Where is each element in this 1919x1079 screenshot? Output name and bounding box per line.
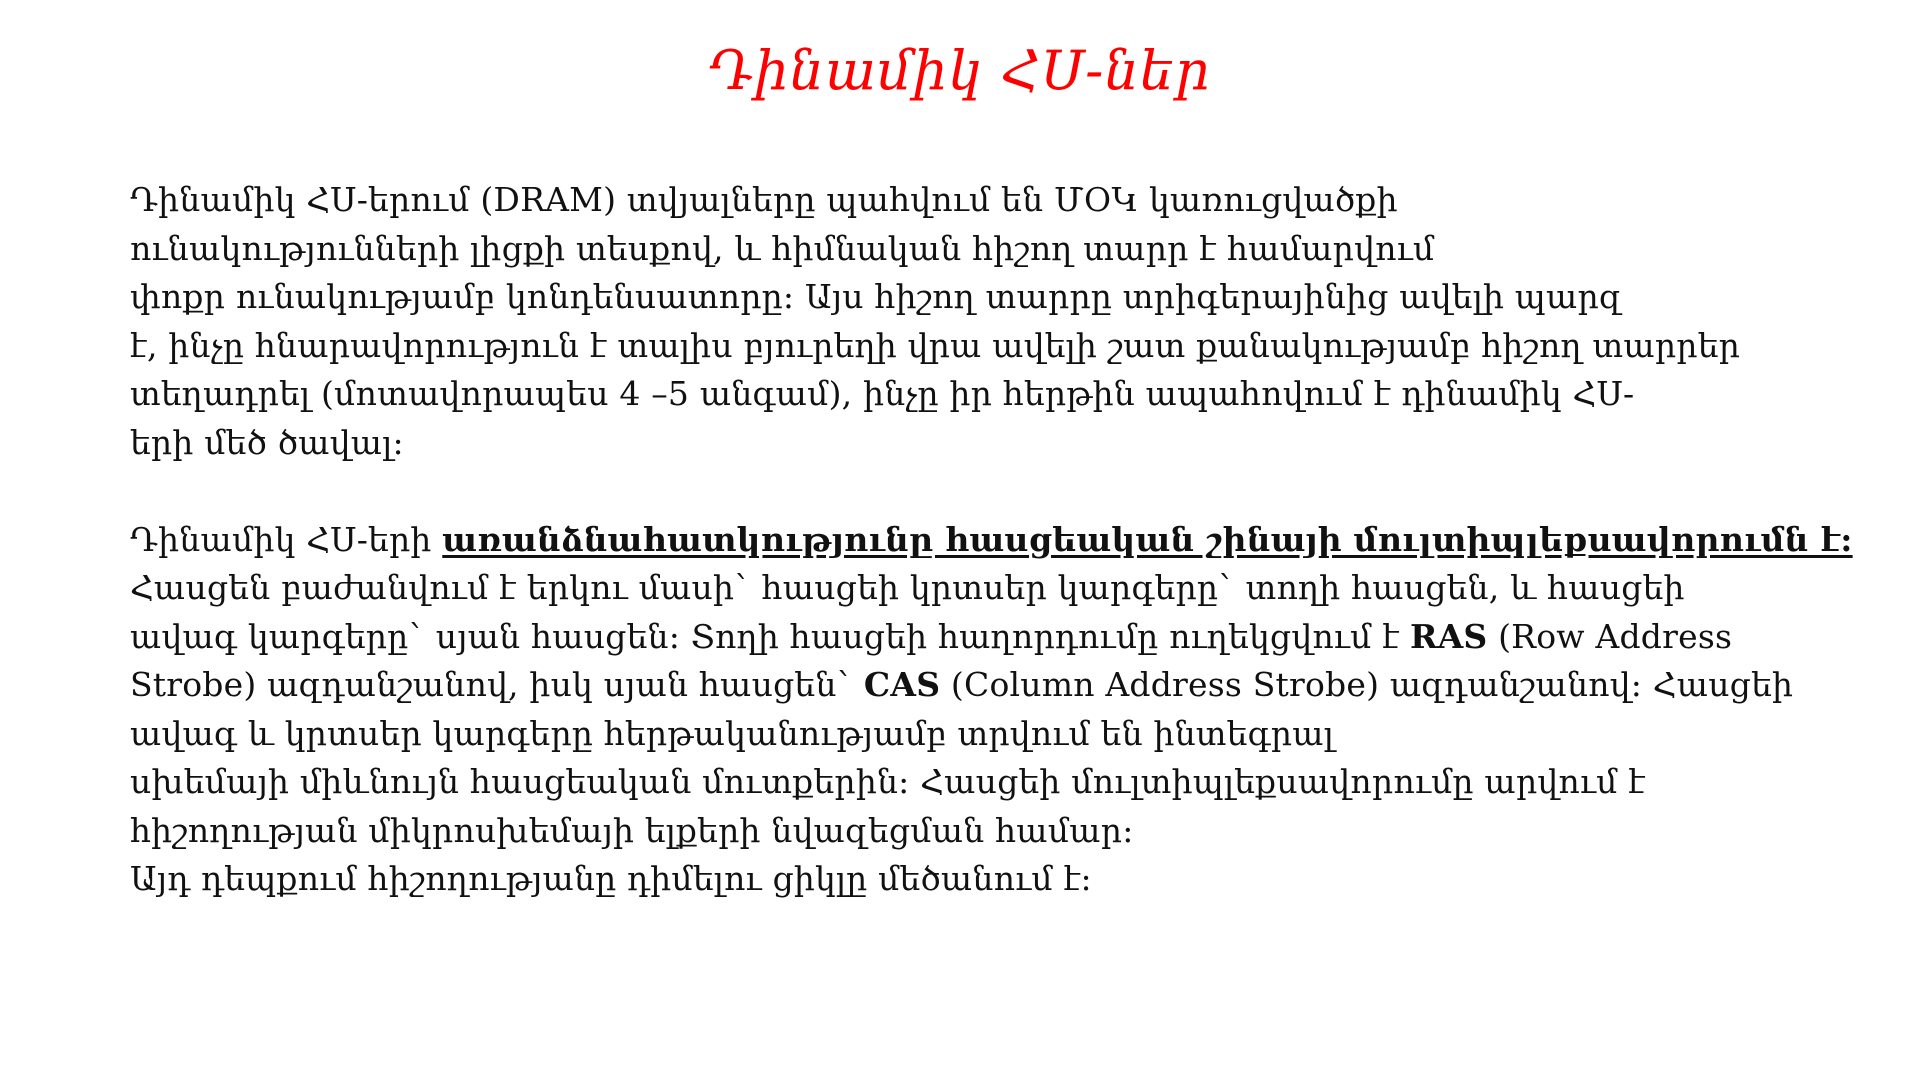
text-line bbox=[130, 661, 1830, 710]
text-line bbox=[130, 613, 1830, 662]
ras-term: RAS bbox=[1409, 616, 1488, 656]
text-segment: ավագ կարգերը` սյան հասցեն: Տողի հասցեի հաղորդումը ուղեկցվում է bbox=[130, 616, 1410, 656]
text-line: Դինամիկ ՀՍ-երում (DRAM) տվյալները պահվում են ՄՕԿ կառուցվածքի bbox=[130, 180, 1398, 219]
slide-title: Դինամիկ ՀՍ-ներ bbox=[708, 39, 1211, 102]
slide-body bbox=[130, 176, 1853, 904]
cas-term: CAS bbox=[863, 665, 941, 704]
text-line: Այդ դեպքում հիշողությանը դիմելու ցիկլը մեծանում է: bbox=[130, 859, 1092, 898]
text-line bbox=[130, 516, 1853, 565]
text-segment: (Row Address bbox=[1487, 616, 1733, 656]
text-line: սխեմայի միևնույն հասցեական մուտքերին: Հասցեի մուլտիպլեքսավորումը արվում է bbox=[130, 762, 1646, 801]
text-line: ունակությունների լիցքի տեսքով, և հիմնական հիշող տարր է համարվում bbox=[130, 228, 1435, 268]
text-line: Հասցեն բաժանվում է երկու մասի` հասցեի կրտսեր կարգերը` տողի հասցեն, և հասցեի bbox=[130, 568, 1685, 607]
text-line: երի մեծ ծավալ: bbox=[130, 422, 404, 462]
text-line: փոքր ունակությամբ կոնդենսատորը: Այս հիշող տարրը տրիգերայինից ավելի պարզ bbox=[130, 277, 1622, 316]
text-segment: Strobe) ազդանշանով, իսկ սյան հասցեն` bbox=[130, 665, 864, 704]
text-line: ավագ և կրտսեր կարգերը հերթականությամբ տրվում են ինտեգրալ bbox=[130, 713, 1334, 753]
paragraph-address-multiplexing bbox=[130, 516, 1853, 904]
text-line: հիշողության միկրոսխեմայի ելքերի նվազեցման համար: bbox=[130, 810, 1134, 850]
text-segment: Դինամիկ ՀՍ-երի bbox=[130, 519, 443, 559]
emphasis-underlined: առանձնահատկությունը հասցեական շինայի մուլտիպլեքսավորումն է: bbox=[442, 519, 1853, 559]
text-segment: (Column Address Strobe) ազդանշանով: Հասցեի bbox=[940, 665, 1794, 704]
text-line: տեղադրել (մոտավորապես 4 –5 անգամ), ինչը իր հերթին ապահովում է դինամիկ ՀՍ- bbox=[130, 374, 1635, 413]
paragraph-dram-description bbox=[130, 176, 1830, 467]
text-line: է, ինչը հնարավորություն է տալիս բյուրեղի վրա ավելի շատ քանակությամբ հիշող տարրեր bbox=[130, 325, 1741, 365]
paragraph-spacer bbox=[130, 467, 1830, 516]
